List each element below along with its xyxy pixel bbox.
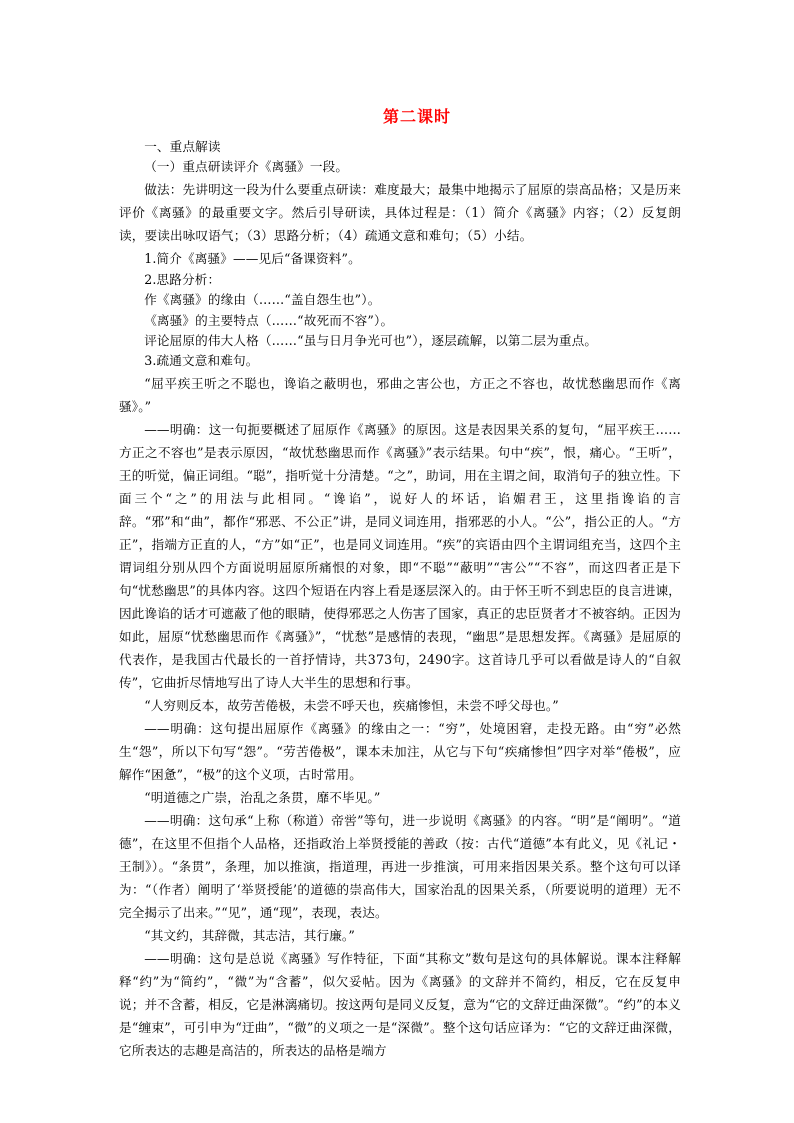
method-paragraph: 做法：先讲明这一段为什么要重点研读：难度最大；最集中地揭示了屈原的崇高品格；又是历来评价《离骚》的最重要文字。然后引导研读，具体过程是：（1）简介《离骚》内容；（2）反复朗读，要读出咏叹语气；（3）思路分析；（4）疏通文意和难句；（5）小结。 — [119, 181, 681, 243]
section-heading: 一、重点解读 — [144, 139, 221, 154]
outline-item: 作《离骚》的缘由（……“盖自怨生也”）。 — [144, 292, 381, 308]
page-title: 第二课时 — [382, 107, 451, 126]
quote-paragraph: “明道德之广崇，治乱之条贯，靡不毕见。” — [144, 789, 381, 805]
subsection-heading: （一）重点研读评介《离骚》一段。 — [144, 159, 349, 175]
outline-item: 《离骚》的主要特点（……“故死而不容”）。 — [144, 312, 394, 328]
document-body — [119, 137, 681, 1062]
explanation-paragraph: ——明确：这句是总说《离骚》写作特征，下面“其称文”数句是这句的具体解说。课本注释解释“约”为“简约”，“微”为“含蓄”，似欠妥帖。因为《离骚》的文辞并不简约，相反，它在反复申说；并不含蓄，相反，它是淋漓痛切。按这两句是同义反复，意为“它的文辞迂曲深微”。“约”的本义是“缠束”，可引申为“迂曲”，“微”的义项之一是“深微”。整个这句话应译为：“它的文辞迂曲深微，它所表达的志趣是高洁的，所表达的品格是端方 — [119, 950, 681, 1058]
explanation-paragraph: ——明确：这一句扼要概述了屈原作《离骚》的原因。这是表因果关系的复句，“屈平疾王……方正之不容也”是表示原因，“故忧愁幽思而作《离骚》”表示结果。句中“疾”，恨，痛心。“王听”，王的听觉，偏正词组。“聪”，指听觉十分清楚。“之”，助词，用在主谓之间，取消句子的独立性。下面三个“之”的用法与此相同。“谗谄”，说好人的坏话，谄媚君王，这里指谗谄的言辞。“邪”和“曲”，都作“邪恶、不公正”讲，是同义词连用，指邪恶的小人。“公”，指公正的人。“方正”，指端方正直的人，“方”如“正”，也是同义词连用。“疾”的宾语由四个主谓词组充当，这四个主谓词组分别从四个方面说明屈原所痛恨的对象，即“不聪”“蔽明”“害公”“不容”，而这四者正是下句“忧愁幽思”的具体内容。这四个短语在内容上看是逐层深入的。由于怀王听不到忠臣的良言进谏，因此谗谄的话才可遮蔽了他的眼睛，使得邪恶之人伤害了国家，真正的忠臣贤者才不被容纳。正因为如此，屈原“忧愁幽思而作《离骚》”，“忧愁”是感情的表现，“幽思”是思想发挥。《离骚》是屈原的代表作，是我国古代最长的一首抒情诗，共373句，2490字。这首诗几乎可以看做是诗人的“自叙传”，它曲折尽情地写出了诗人大半生的思想和行事。 — [119, 421, 681, 690]
step-1-paragraph: 1.简介《离骚》——见后“备课资料”。 — [144, 250, 361, 266]
quote-paragraph: “人穷则反本，故劳苦倦极，未尝不呼天也，疾痛惨怛，未尝不呼父母也。” — [144, 697, 559, 713]
step-2-heading: 2.思路分析： — [144, 271, 221, 287]
quote-paragraph: “屈平疾王听之不聪也，谗谄之蔽明也，邪曲之害公也，方正之不容也，故忧愁幽思而作《离骚》。” — [119, 375, 681, 414]
explanation-paragraph: ——明确：这句提出屈原作《离骚》的缘由之一：“穷”，处境困窘，走投无路。由“穷”必然生“怨”，所以下句写“怨”。“劳苦倦极”，课本未加注，从它与下句“疾痛惨怛”四字对举“倦极”，应解作“困惫”，“极”的这个义项，古时常用。 — [119, 720, 681, 782]
explanation-paragraph: ——明确：这句承“上称（称道）帝喾”等句，进一步说明《离骚》的内容。“明”是“阐明”。“道德”，在这里不但指个人品格，还指政治上举贤授能的善政（按：古代“道德”本有此义，见《礼记・王制》）。“条贯”，条理，加以推演，指道理，再进一步推演，可用来指因果关系。整个这句可以译为：“（作者）阐明了‘举贤授能’的道德的崇高伟大，国家治乱的因果关系，（所要说明的道理）无不完全揭示了出来。”“见”，通“现”，表现，表达。 — [119, 812, 681, 920]
outline-item: 评论屈原的伟大人格（……“虽与日月争光可也”），逐层疏解，以第二层为重点。 — [144, 333, 598, 349]
step-3-heading: 3.疏通文意和难句。 — [144, 353, 259, 369]
quote-paragraph: “其文约，其辞微，其志洁，其行廉。” — [144, 927, 355, 943]
